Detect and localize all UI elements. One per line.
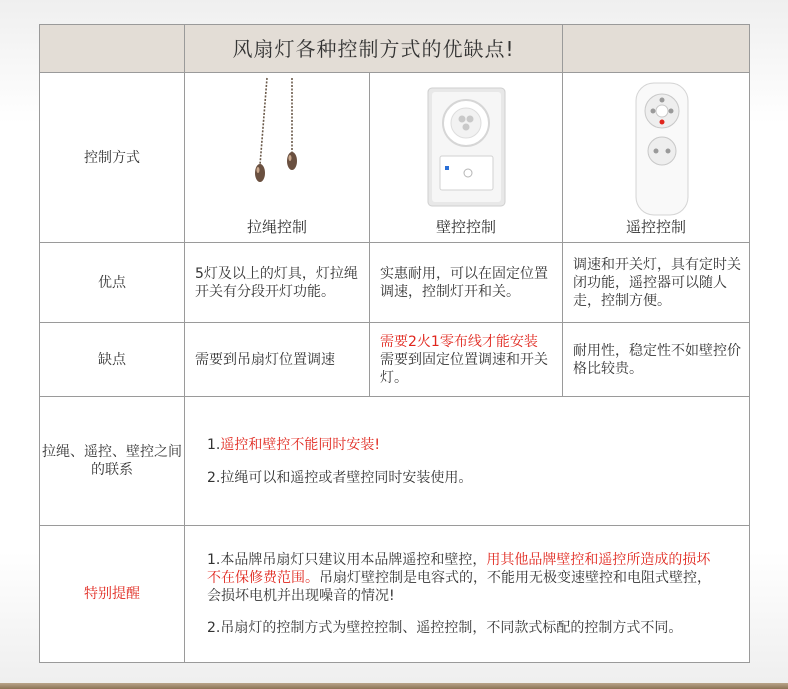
remote-control-cons: 耐用性，稳定性不如壁控价格比较贵。 bbox=[563, 323, 750, 397]
reminder-notes bbox=[185, 526, 750, 663]
relation-line2: 2.拉绳可以和遥控或者壁控同时安装使用。 bbox=[207, 469, 473, 486]
relation-row bbox=[40, 397, 750, 526]
pull-chain-icon bbox=[185, 73, 370, 223]
reminder-p1-text-2: 吊扇灯壁控制是电容式的，不能用无极变速壁控和电阻式壁控，会损坏电机并出现噪音的情况! bbox=[207, 570, 711, 604]
wall-switch-cons-text: 需要到固定位置调速和开关灯。 bbox=[380, 351, 548, 386]
remote-control-caption: 遥控控制 bbox=[625, 218, 686, 236]
remote-control-pros: 调速和开关灯，具有定时关闭功能，遥控器可以随人走，控制方便。 bbox=[563, 243, 750, 323]
pros-row bbox=[40, 243, 750, 323]
relation-line1-warning: 遥控和壁控不能同时安装! bbox=[220, 436, 380, 453]
comparison-table bbox=[39, 24, 750, 663]
row-label-method: 控制方式 bbox=[40, 73, 185, 243]
wall-switch-cons-warning: 需要2火1零布线才能安装 bbox=[380, 333, 538, 350]
row-label-relation: 拉绳、遥控、壁控之间的联系 bbox=[40, 397, 185, 526]
wall-switch-pros: 实惠耐用，可以在固定位置调速，控制灯开和关。 bbox=[370, 243, 563, 323]
method-row bbox=[40, 73, 750, 243]
reminder-row bbox=[40, 526, 750, 663]
page-title: 风扇灯各种控制方式的优缺点! bbox=[185, 25, 563, 73]
row-label-reminder: 特别提醒 bbox=[40, 526, 185, 663]
row-label-pros: 优点 bbox=[40, 243, 185, 323]
pull-chain-caption: 拉绳控制 bbox=[246, 218, 307, 236]
pull-chain-pros: 5灯及以上的灯具，灯拉绳开关有分段开灯功能。 bbox=[185, 243, 370, 323]
reminder-paragraph-2: 2.吊扇灯的控制方式为壁控控制、遥控控制，不同款式标配的控制方式不同。 bbox=[207, 620, 683, 636]
reminder-p1-warning: 用其他品牌壁控和遥控所造成的损坏不在保修费范围。 bbox=[207, 552, 711, 586]
pull-chain-cell bbox=[185, 73, 370, 243]
wall-switch-caption: 壁控控制 bbox=[435, 218, 496, 236]
header-row bbox=[40, 25, 750, 73]
relation-notes bbox=[185, 397, 750, 526]
reminder-paragraph-1 bbox=[207, 551, 719, 605]
wall-switch-icon bbox=[370, 73, 563, 223]
remote-control-cell bbox=[563, 73, 750, 243]
wall-switch-cell bbox=[370, 73, 563, 243]
cons-row bbox=[40, 323, 750, 397]
header-blank-cell bbox=[563, 25, 750, 73]
bottom-bar bbox=[0, 683, 788, 689]
reminder-p1-text: 1.本品牌吊扇灯只建议用本品牌遥控和壁控， bbox=[207, 552, 487, 568]
remote-control-icon bbox=[563, 73, 750, 223]
pull-chain-cons: 需要到吊扇灯位置调速 bbox=[185, 323, 370, 397]
header-blank-cell bbox=[40, 25, 185, 73]
row-label-cons: 缺点 bbox=[40, 323, 185, 397]
wall-switch-cons bbox=[370, 323, 563, 397]
relation-line1-prefix: 1. bbox=[207, 436, 221, 453]
